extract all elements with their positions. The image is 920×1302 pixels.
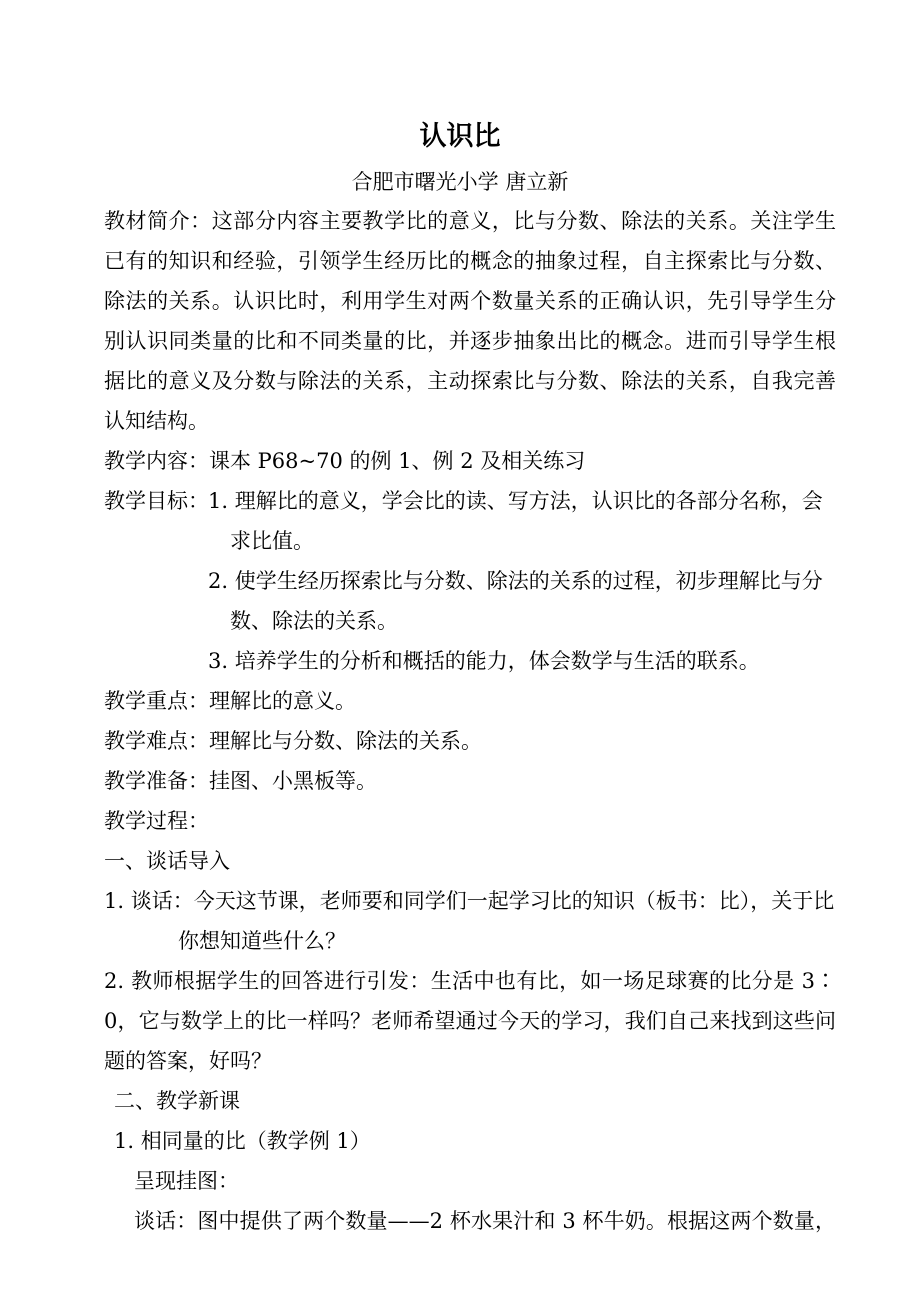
item-line: 题的答案，好吗？ (104, 1049, 272, 1073)
goal-line: 1. 理解比的意义，学会比的读、写方法，认识比的各部分名称，会 (208, 489, 823, 513)
item-line: 0，它与数学上的比一样吗？老师希望通过今天的学习，我们自己来找到这些问 (104, 1009, 836, 1033)
goals-label: 教学目标： (104, 489, 209, 513)
document-title: 认识比 (419, 121, 501, 152)
goal-line: 3. 培养学生的分析和概括的能力，体会数学与生活的联系。 (208, 649, 760, 673)
preparation: 教学准备：挂图、小黑板等。 (104, 769, 377, 793)
intro-line: 据比的意义及分数与除法的关系，主动探索比与分数、除法的关系，自我完善 (104, 369, 836, 393)
process-heading: 教学过程： (104, 809, 209, 833)
goal-line: 数、除法的关系。 (230, 609, 398, 633)
intro-line: 除法的关系。认识比时，利用学生对两个数量关系的正确认识，先引导学生分 (104, 289, 836, 313)
item-line: 2. 教师根据学生的回答进行引发：生活中也有比，如一场足球赛的比分是 3∶ (104, 969, 836, 993)
item-line: 1. 谈话：今天这节课，老师要和同学们一起学习比的知识（板书：比），关于比 (104, 889, 835, 913)
intro-line: 认知结构。 (104, 409, 209, 433)
body-line: 呈现挂图： (134, 1169, 239, 1193)
key-point: 教学重点：理解比的意义。 (104, 689, 356, 713)
difficulty: 教学难点：理解比与分数、除法的关系。 (104, 729, 482, 753)
body-line: 谈话：图中提供了两个数量——2 杯水果汁和 3 杯牛奶。根据这两个数量， (134, 1209, 836, 1233)
intro-line: 教材简介：这部分内容主要教学比的意义，比与分数、除法的关系。关注学生 (104, 209, 836, 233)
goal-line: 求比值。 (230, 529, 314, 553)
item-line: 你想知道些什么？ (178, 929, 346, 953)
document-author: 合肥市曙光小学 唐立新 (351, 170, 569, 194)
intro-line: 别认识同类量的比和不同类量的比，并逐步抽象出比的概念。进而引导学生根 (104, 329, 836, 353)
section-heading: 二、教学新课 (114, 1089, 240, 1113)
subsection-heading: 1. 相同量的比（教学例 1） (114, 1129, 371, 1153)
section-heading: 一、谈话导入 (104, 849, 230, 873)
goal-line: 2. 使学生经历探索比与分数、除法的关系的过程，初步理解比与分 (208, 569, 823, 593)
teaching-content: 教学内容：课本 P68~70 的例 1、例 2 及相关练习 (104, 449, 586, 473)
intro-line: 已有的知识和经验，引领学生经历比的概念的抽象过程，自主探索比与分数、 (104, 249, 836, 273)
